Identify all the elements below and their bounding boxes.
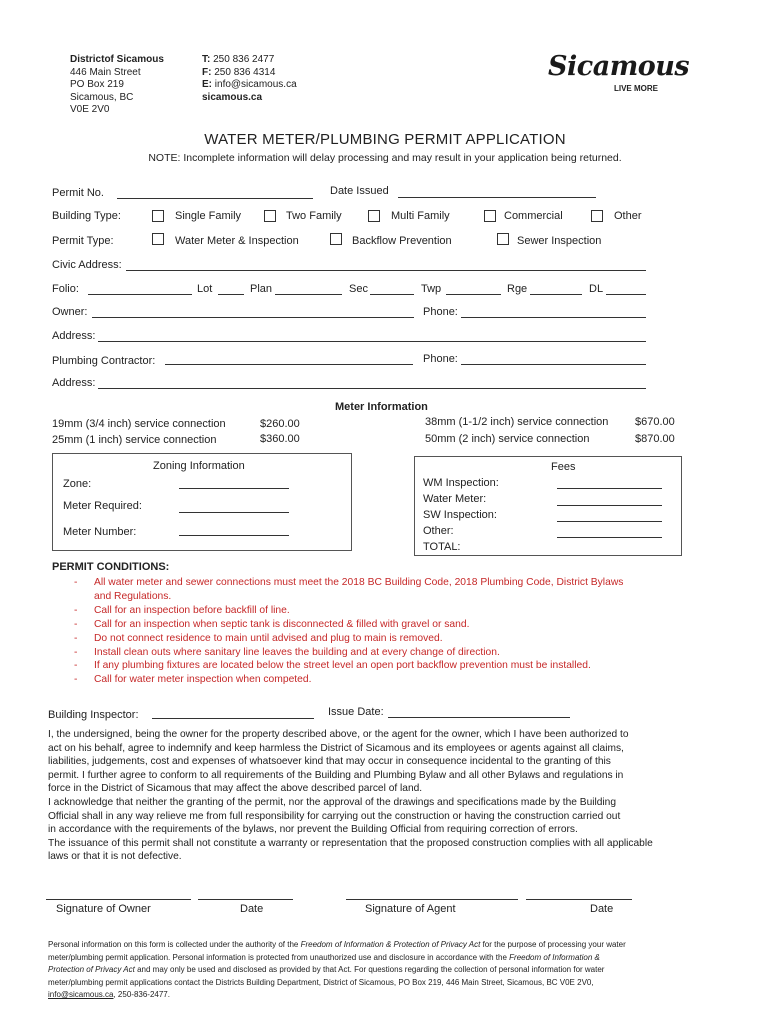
other-fee-field[interactable] xyxy=(557,537,662,538)
meter-item-label: 38mm (1-1/2 inch) service connection xyxy=(425,416,609,428)
owner-phone-field[interactable] xyxy=(461,317,646,318)
condition-item: and Regulations. xyxy=(94,590,172,602)
footer-line: Protection of Privacy Act and may only be used and disclosed as provided by that Act. For questions regarding the collection of personal information for water xyxy=(48,965,605,974)
contractor-phone-field[interactable] xyxy=(461,364,646,365)
owner-address-label: Address: xyxy=(52,330,96,342)
two-family-checkbox[interactable] xyxy=(264,210,276,222)
agent-date-label: Date xyxy=(590,903,614,915)
zoning-heading: Zoning Information xyxy=(153,460,245,472)
building-type-label: Building Type: xyxy=(52,210,121,222)
folio-field[interactable] xyxy=(88,294,192,295)
single-family-checkbox[interactable] xyxy=(152,210,164,222)
twp-field[interactable] xyxy=(446,294,501,295)
owner-signature-field[interactable] xyxy=(46,899,191,900)
water-meter-checkbox[interactable] xyxy=(152,233,164,245)
logo-tagline: LIVE MORE xyxy=(613,84,658,93)
fee-label: WM Inspection: xyxy=(423,477,499,489)
website: sicamous.ca xyxy=(202,91,263,103)
condition-item: - Install clean outs where sanitary line leaves the building and at every change of direction. xyxy=(74,646,500,658)
owner-label: Owner: xyxy=(52,306,88,318)
agent-signature-field[interactable] xyxy=(346,899,518,900)
condition-item: - All water meter and sewer connections must meet the 2018 BC Building Code, 2018 Plumbing Code, District Bylaws xyxy=(74,577,624,588)
water-meter-label: Water Meter & Inspection xyxy=(175,235,299,247)
declaration-line: act on his behalf, agree to indemnify and keep harmless the District of Sicamous and its employees or agents against all claims, xyxy=(48,742,624,754)
owner-date-field[interactable] xyxy=(198,899,293,900)
zone-field[interactable] xyxy=(179,488,289,489)
commercial-checkbox[interactable] xyxy=(484,210,496,222)
contractor-address-field[interactable] xyxy=(98,388,646,389)
owner-signature-label: Signature of Owner xyxy=(56,903,151,915)
building-inspector-label: Building Inspector: xyxy=(48,709,139,721)
meter-item-price: $260.00 xyxy=(260,418,300,430)
sw-inspection-fee-field[interactable] xyxy=(557,521,662,522)
meter-required-label: Meter Required: xyxy=(63,500,142,512)
single-family-label: Single Family xyxy=(175,210,242,222)
agent-signature-label: Signature of Agent xyxy=(365,903,456,915)
multi-family-label: Multi Family xyxy=(391,210,450,222)
address-line: Sicamous, BC xyxy=(70,91,134,103)
permit-no-field[interactable] xyxy=(117,198,313,199)
fax-number: 250 836 4314 xyxy=(214,66,276,78)
declaration-line: I acknowledge that neither the granting of the permit, nor the approval of the drawings and specifications made by the Building xyxy=(48,796,617,808)
rge-field[interactable] xyxy=(530,294,582,295)
contractor-phone-label: Phone: xyxy=(423,353,458,365)
condition-item: - Call for water meter inspection when competed. xyxy=(74,674,312,686)
declaration-line: in accordance with the requirements of the bylaws, nor prevent the Building Official from requiring correction of errors. xyxy=(48,824,578,836)
meter-number-label: Meter Number: xyxy=(63,526,137,538)
conditions-list xyxy=(72,576,722,687)
footer-line: meter/plumbing permit application. Personal information is protected from unauthorized use and disclosure in accordance with the Freedom of Information & xyxy=(48,952,600,962)
issue-date-field[interactable] xyxy=(388,717,570,718)
footer-email-link[interactable]: info@sicamous.ca xyxy=(48,990,114,999)
rge-label: Rge xyxy=(507,283,528,295)
lot-field[interactable] xyxy=(218,294,244,295)
contact-prefix: F: xyxy=(202,66,212,78)
water-meter-fee-field[interactable] xyxy=(557,505,662,506)
owner-date-label: Date xyxy=(240,903,264,915)
multi-family-checkbox[interactable] xyxy=(368,210,380,222)
condition-item: - Call for an inspection when septic tank is disconnected & filled with gravel or sand. xyxy=(74,618,470,630)
other-checkbox[interactable] xyxy=(591,210,603,222)
declaration-line: laws or that it is not defective. xyxy=(48,851,182,863)
owner-field[interactable] xyxy=(92,317,414,318)
issue-date-label: Issue Date: xyxy=(328,706,384,718)
meter-item-price: $360.00 xyxy=(260,433,300,445)
zoning-info-box xyxy=(52,453,352,551)
email-address: info@sicamous.ca xyxy=(214,79,297,90)
meter-item-price: $670.00 xyxy=(635,416,675,428)
dl-field[interactable] xyxy=(606,294,646,295)
wm-inspection-fee-field[interactable] xyxy=(557,488,662,489)
footer-line: Personal information on this form is collected under the authority of the Freedom of Information & Protection of Privacy Act for the purpose of processing your water xyxy=(48,940,626,949)
condition-item: - If any plumbing fixtures are located below the street level an open port backflow prevention must be installed. xyxy=(74,660,591,672)
meter-info-heading: Meter Information xyxy=(335,401,428,413)
address-line: V0E 2V0 xyxy=(70,104,110,115)
declaration-line: I, the undersigned, being the owner for the property described above, or the agent for the owner, which I have been authorized to xyxy=(48,729,629,740)
zone-label: Zone: xyxy=(63,478,92,490)
plan-field[interactable] xyxy=(275,294,342,295)
owner-phone-label: Phone: xyxy=(423,306,458,318)
page-note: NOTE: Incomplete information will delay processing and may result in your application being returned. xyxy=(148,152,622,164)
page-title: WATER METER/PLUMBING PERMIT APPLICATION xyxy=(204,131,566,148)
sicamous-logo xyxy=(548,50,690,106)
meter-item-label: 50mm (2 inch) service connection xyxy=(425,433,590,445)
agent-date-field[interactable] xyxy=(526,899,632,900)
building-inspector-field[interactable] xyxy=(152,718,314,719)
privacy-footer xyxy=(48,939,716,1002)
civic-address-field[interactable] xyxy=(126,270,646,271)
commercial-label: Commercial xyxy=(504,210,563,222)
meter-number-field[interactable] xyxy=(179,535,289,536)
contractor-address-label: Address: xyxy=(52,377,96,389)
sewer-checkbox[interactable] xyxy=(497,233,509,245)
address-line: Districtof Sicamous xyxy=(70,54,164,65)
meter-item-label: 25mm (1 inch) service connection xyxy=(52,434,217,446)
plumbing-contractor-field[interactable] xyxy=(165,364,413,365)
sec-label: Sec xyxy=(349,283,368,295)
logo-text: Sicamous xyxy=(548,51,690,82)
footer-line: info@sicamous.ca, 250-836-2477. xyxy=(48,990,170,999)
twp-label: Twp xyxy=(421,283,442,295)
district-contact xyxy=(202,54,362,104)
contact-prefix: E: xyxy=(202,79,212,90)
lot-label: Lot xyxy=(197,283,213,295)
meter-item-label: 19mm (3/4 inch) service connection xyxy=(52,418,226,430)
folio-label: Folio: xyxy=(52,283,79,295)
sewer-label: Sewer Inspection xyxy=(517,235,602,247)
phone-number: 250 836 2477 xyxy=(213,54,275,65)
backflow-checkbox[interactable] xyxy=(330,233,342,245)
meter-item-price: $870.00 xyxy=(635,433,675,445)
fees-box xyxy=(414,456,682,556)
permit-no-label: Permit No. xyxy=(52,187,104,199)
declaration-line: The issuance of this permit shall not constitute a warranty or representation that the proposed construction complies with all applicable xyxy=(48,837,653,849)
fees-heading: Fees xyxy=(551,461,576,473)
condition-item: - Do not connect residence to main until advised and plug to main is removed. xyxy=(74,632,443,644)
declaration-line: Official shall in any way relieve me from full responsibility for carrying out the construction or having the construction carried out xyxy=(48,810,621,822)
fee-label: Water Meter: xyxy=(423,493,487,505)
footer-line: meter/plumbing permit applications contact the Districts Building Department, District of Sicamous, PO Box 219, 446 Main Street, Sicamous, BC V0E 2V0, xyxy=(48,977,594,987)
owner-address-field[interactable] xyxy=(98,341,646,342)
two-family-label: Two Family xyxy=(286,210,342,222)
plumbing-contractor-label: Plumbing Contractor: xyxy=(52,355,156,367)
declaration-text xyxy=(48,728,748,864)
backflow-label: Backflow Prevention xyxy=(352,235,452,247)
contact-prefix: T: xyxy=(202,54,211,65)
condition-item: - Call for an inspection before backfill of line. xyxy=(74,604,290,616)
fee-label: SW Inspection: xyxy=(423,509,497,521)
fee-label: Other: xyxy=(423,525,454,537)
meter-required-field[interactable] xyxy=(179,512,289,513)
address-line: PO Box 219 xyxy=(70,79,124,90)
district-address xyxy=(70,54,190,117)
address-line: 446 Main Street xyxy=(70,66,141,78)
declaration-line: force in the District of Sicamous that may affect the above described parcel of land. xyxy=(48,783,423,795)
declaration-line: permit. I further agree to conform to all requirements of the Building and Plumbing Bylaw and all other Bylaws and regulations in xyxy=(48,769,624,781)
civic-address-label: Civic Address: xyxy=(52,259,122,271)
date-issued-field[interactable] xyxy=(398,197,596,198)
fee-label: TOTAL: xyxy=(423,541,461,553)
dl-label: DL xyxy=(589,283,604,295)
declaration-line: liabilities, judgements, cost and expenses of whatsoever kind that may occur in consequence incidental to the granting of this xyxy=(48,756,611,768)
plan-label: Plan xyxy=(250,283,273,295)
sec-field[interactable] xyxy=(370,294,414,295)
other-label: Other xyxy=(614,210,642,222)
permit-type-label: Permit Type: xyxy=(52,235,114,247)
conditions-heading: PERMIT CONDITIONS: xyxy=(52,561,170,573)
date-issued-label: Date Issued xyxy=(330,185,389,197)
